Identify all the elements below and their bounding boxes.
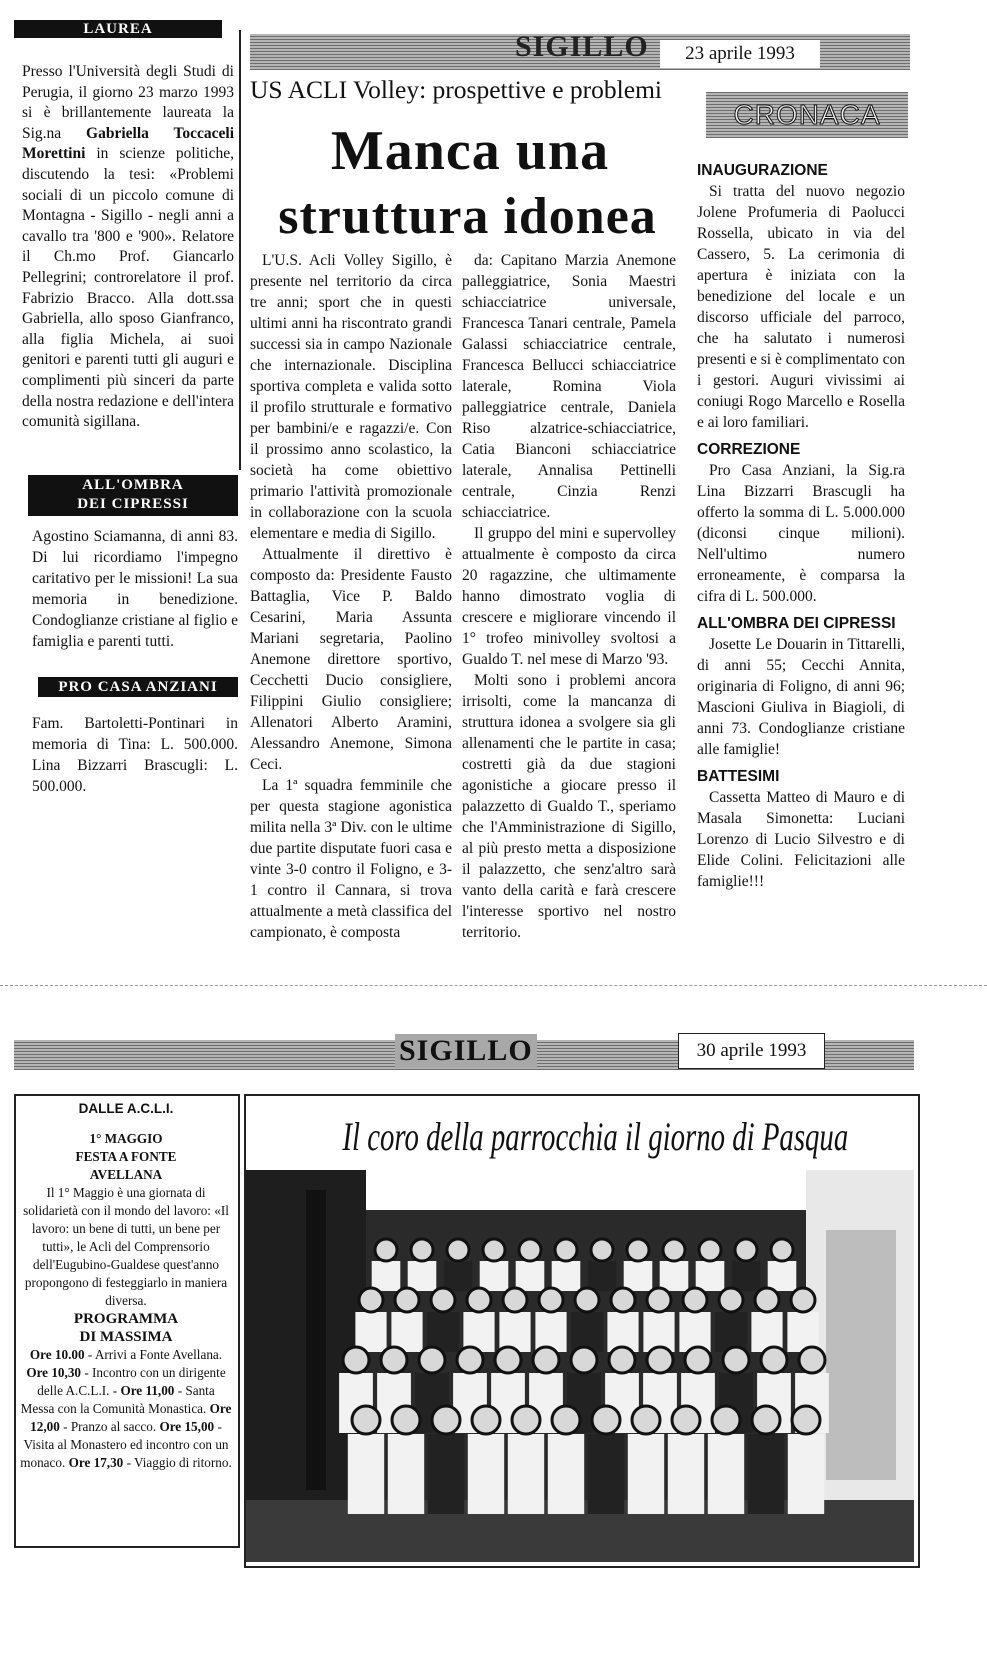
choir-member-body — [348, 1434, 384, 1514]
anziani-text: Fam. Bartoletti-Pontinari in memoria di Tina: L. 500.000. Lina Bizzarri Brascugli: L. 500.000. — [32, 715, 238, 795]
article-col1 — [250, 250, 452, 943]
choir-member-body — [535, 1312, 566, 1352]
choir-member-head — [592, 1406, 620, 1434]
choir-member-head — [495, 1347, 521, 1373]
right-column — [697, 160, 905, 892]
choir-member-head — [575, 1288, 599, 1312]
programma-list — [20, 1346, 232, 1472]
acli-title: DALLE A.C.L.I. — [78, 1101, 174, 1116]
choir-member-body — [552, 1261, 581, 1291]
choir-member-head — [555, 1239, 577, 1261]
choir-member-head — [519, 1239, 541, 1261]
acli-sub1: 1° MAGGIO — [89, 1131, 163, 1146]
headline-line1: Manca una — [330, 120, 610, 182]
choir-member-head — [672, 1406, 700, 1434]
article-col2 — [462, 250, 676, 943]
clipping-separator — [0, 985, 987, 986]
choir-member-head — [392, 1406, 420, 1434]
ombra-right-text: Josette Le Douarin in Tittarelli, di anni 55; Cecchi Annita, originaria di Foligno, di anni 96; Mascioni Giuliva in Biagioli, di anni 73. Condoglianze cristiane alle famiglie! — [697, 636, 905, 758]
correzione-text: Pro Casa Anziani, la Sig.ra Lina Bizzarri Brascugli ha offerto la somma di L. 5.000.000 (diconsi cinque milioni). Nell'ultimo numero erroneamente, è comparsa la cifra di L. 500.000. — [697, 462, 905, 605]
choir-member-head — [483, 1239, 505, 1261]
choir-member-head — [447, 1239, 469, 1261]
choir-member-head — [431, 1288, 455, 1312]
choir-member-head — [647, 1288, 671, 1312]
choir-member-head — [609, 1347, 635, 1373]
ombra-label-line1: ALL'OMBRA — [82, 477, 184, 493]
acli-sub2: FESTA A FONTE — [75, 1149, 177, 1164]
programma-time: Ore 12,00 — [30, 1401, 232, 1434]
article-col1-p1: L'U.S. Acli Volley Sigillo, è presente nel territorio da circa tre anni; sport che in questi ultimi anni ha riscontrato grandi successi sia in campo Nazionale che internazionale. Disciplina sportiva completa e valida sotto il profilo strutturale e formativo per bambini/e e ragazzi/e. Con il prossimo anno scolastico, la società ha come obiettivo primario l'attività promozionale in collaborazione con la scuola elementare e media di Sigillo. — [250, 252, 452, 542]
choir-member-head — [799, 1347, 825, 1373]
choir-member-head — [457, 1347, 483, 1373]
choir-member-body — [748, 1434, 784, 1514]
choir-member-head — [791, 1288, 815, 1312]
battesimi-text: Cassetta Matteo di Mauro e di Masala Simonetta: Luciani Lorenzo di Lucio Silvestro e di Elide Colini. Felicitazioni alle famiglie!!! — [697, 789, 905, 890]
choir-member-body — [499, 1312, 530, 1352]
programma-item-text: - Arrivi a Fonte Avellana. — [84, 1347, 223, 1362]
choir-member-body — [751, 1312, 782, 1352]
choir-member-head — [611, 1288, 635, 1312]
choir-member-head — [395, 1288, 419, 1312]
choir-member-head — [503, 1288, 527, 1312]
choir-member-body — [732, 1261, 761, 1291]
choir-member-body — [548, 1434, 584, 1514]
choir-member-body — [768, 1261, 797, 1291]
choir-member-body — [428, 1434, 464, 1514]
programma-item-text: - Viaggio di ritorno. — [123, 1455, 232, 1470]
laurea-label: LAUREA — [14, 20, 222, 38]
inaugurazione-text: Si tratta del nuovo negozio Jolene Profumeria di Paolucci Rossella, ubicato in via del Cassero, 5. La cerimonia di apertura è iniziata con la benedizione del locale e un discorso ufficiale del parroco, che ha salutato i numerosi presenti e si è complimentato con i gestori. Auguri vivissimi ai coniugi Rogo Marcello e Rosella e ai loro familiari. — [697, 183, 905, 431]
masthead-date-top: 23 aprile 1993 — [660, 40, 820, 68]
masthead-title-bottom: SIGILLO — [395, 1034, 537, 1068]
choir-member-head — [683, 1288, 707, 1312]
choir-member-head — [755, 1288, 779, 1312]
choir-member-body — [408, 1261, 437, 1291]
laurea-text-part2: in scienze politiche, discutendo la tesi: «Problemi sociali di un piccolo comune di Montagna - Sigillo - negli anni a cavallo tra '800 e '900». Relatore il Ch.mo Prof. Giancarlo Pellegrini; controrelatore il prof. Fabrizio Bracco. Alla dott.ssa Gabriella, allo sposo Gianfranco, alla figlia Michela, ai suoi genitori e parenti tutti gli auguri e complimenti più sinceri da parte della nostra redazione e dell'intera comunità sigillana. — [22, 145, 234, 431]
choir-member-head — [632, 1406, 660, 1434]
masthead-date-bottom: 30 aprile 1993 — [678, 1033, 825, 1069]
choir-member-head — [685, 1347, 711, 1373]
choir-member-head — [719, 1288, 743, 1312]
choir-member-head — [752, 1406, 780, 1434]
choir-member-head — [512, 1406, 540, 1434]
column-divider — [239, 30, 241, 470]
programma-time: Ore 11,00 — [120, 1383, 175, 1398]
choir-member-head — [591, 1239, 613, 1261]
choir-member-head — [343, 1347, 369, 1373]
programma-time: Ore 17,30 — [68, 1455, 124, 1470]
programma-item-text: - Visita al Monastero ed incontro con un monaco. — [20, 1419, 229, 1470]
choir-member-body — [668, 1434, 704, 1514]
battesimi-heading: BATTESIMI — [697, 768, 780, 785]
choir-member-head — [419, 1347, 445, 1373]
article-kicker: US ACLI Volley: prospettive e problemi — [250, 75, 662, 104]
choir-member-body — [788, 1434, 824, 1514]
article-col1-p3: La 1ª squadra femminile che per questa stagione agonistica milita nella 3ª Div. con le ultime due partite disputate fuori casa e vinte 3-0 contro il Foligno, e 3-1 contro il Cannara, si trova attualmente a metà classifica del campionato, è composta — [250, 777, 452, 941]
masthead-title-top: SIGILLO — [515, 30, 649, 63]
programma-item-text: - Pranzo al sacco. — [59, 1419, 160, 1434]
choir-member-body — [516, 1261, 545, 1291]
choir-member-head — [467, 1288, 491, 1312]
choir-member-head — [352, 1406, 380, 1434]
correzione-heading: CORREZIONE — [697, 441, 801, 458]
article-col2-p2: Il gruppo del mini e supervolley attualmente è composto da circa 20 ragazzine, che ultimamente hanno dimostrato voglia di crescere e migliorare vincendo il 1° trofeo minivolley svoltosi a Gualdo T. nel mese di Marzo '93. — [462, 525, 676, 668]
choir-member-body — [355, 1312, 386, 1352]
choir-member-head — [381, 1347, 407, 1373]
acli-content — [20, 1100, 232, 1472]
choir-member-body — [468, 1434, 504, 1514]
choir-member-head — [771, 1239, 793, 1261]
programma-item-text: - Incontro con un dirigente delle A.C.L.I. - — [37, 1365, 226, 1398]
choir-member-head — [411, 1239, 433, 1261]
choir-member-head — [552, 1406, 580, 1434]
acli-sub3: AVELLANA — [89, 1167, 163, 1182]
choir-member-head — [792, 1406, 820, 1434]
choir-member-body — [628, 1434, 664, 1514]
programma-title2: DI MASSIMA — [79, 1329, 173, 1345]
programma-title1: PROGRAMMA — [73, 1311, 179, 1327]
choir-member-head — [359, 1288, 383, 1312]
article-col2-p1: da: Capitano Marzia Anemone palleggiatrice, Sonia Maestri schiacciatrice universale, Francesca Tanari centrale, Pamela Galassi schiacciatrice centrale, Francesca Bellucci schiacciatrice laterale, Romina Viola palleggiatrice centrale, Daniela Riso alzatrice-schiacciatrice, Catia Bianconi schiacciatrice laterale, Annalisa Pettinelli centrale, Cinzia Renzi schiacciatrice. — [462, 252, 676, 521]
choir-member-head — [699, 1239, 721, 1261]
acli-text: Il 1° Maggio è una giornata di solidarietà con il mondo del lavoro: «Il lavoro: un bene di tutti, un bene per tutti», le Acli del Comprensorio dell'Eugubino-Gualdese quest'anno propongono di festeggiarlo in maniera diversa. — [23, 1185, 229, 1308]
choir-member-head — [472, 1406, 500, 1434]
choir-member-head — [761, 1347, 787, 1373]
headline-line2: struttura idonea — [278, 188, 657, 245]
choir-member-head — [533, 1347, 559, 1373]
laurea-text — [22, 62, 234, 433]
choir-member-body — [480, 1261, 509, 1291]
choir-member-head — [663, 1239, 685, 1261]
inaugurazione-heading: INAUGURAZIONE — [697, 162, 828, 179]
photo-caption: Il coro della parrocchia il giorno di Pasqua — [342, 1114, 849, 1159]
choir-member-head — [723, 1347, 749, 1373]
choir-member-head — [432, 1406, 460, 1434]
choir-member-body — [444, 1261, 473, 1291]
cronaca-label: CRONACA — [733, 99, 881, 130]
choir-member-head — [375, 1239, 397, 1261]
ombra-label-line2: DEI CIPRESSI — [77, 496, 189, 512]
programma-item-text: - Santa Messa con la Comunità Monastica. — [20, 1383, 215, 1416]
choir-member-body — [588, 1434, 624, 1514]
programma-time: Ore 15,00 — [159, 1419, 215, 1434]
choir-member-body — [708, 1434, 744, 1514]
laurea-name: Gabriella Toccaceli Morettini — [22, 124, 234, 163]
choir-member-head — [647, 1347, 673, 1373]
programma-time: Ore 10.00 — [29, 1347, 85, 1362]
anziani-label: PRO CASA ANZIANI — [38, 677, 238, 697]
choir-member-body — [372, 1261, 401, 1291]
article-col1-p2: Attualmente il direttivo è composto da: Presidente Fausto Battaglia, Vice P. Baldo Cesarini, Maria Assunta Mariani segretaria, Paolino Anemone direttore sportivo, Cecchetti Ducio consigliere, Filippini Giulio consigliere; Allenatori Alberto Aramini, Alessandro Anemone, Simona Ceci. — [250, 546, 452, 773]
ombra-label — [28, 475, 238, 516]
choir-member-body — [624, 1261, 653, 1291]
choir-member-head — [735, 1239, 757, 1261]
choir-member-head — [627, 1239, 649, 1261]
choir-member-body — [508, 1434, 544, 1514]
choir-member-head — [712, 1406, 740, 1434]
choir-member-body — [660, 1261, 689, 1291]
ombra-right-heading: ALL'OMBRA DEI CIPRESSI — [697, 615, 896, 632]
article-col2-p3: Molti sono i problemi ancora irrisolti, come la mancanza di struttura idonea a svolgere sia gli allenamenti che le partite in casa; costretti già da due stagioni agonistiche a giocare presso il palazzetto di Gualdo T., speriamo che l'Amministrazione di Sigillo, al più presto metta a disposizione il palazzetto, che senz'altro sarà vanto della carità e farà crescere l'interesse sportivo nel nostro territorio. — [462, 672, 676, 941]
choir-member-head — [539, 1288, 563, 1312]
choir-member-body — [588, 1261, 617, 1291]
choir-member-body — [696, 1261, 725, 1291]
choir-member-head — [571, 1347, 597, 1373]
laurea-text-part1: Presso l'Università degli Studi di Perugia, il giorno 23 marzo 1993 si è brillantemente laureata la Sig.na — [22, 63, 234, 142]
choir-member-body — [388, 1434, 424, 1514]
choir-photo — [246, 1170, 914, 1562]
ombra-text: Agostino Sciamanna, di anni 83. Di lui ricordiamo l'impegno caritativo per le missioni! La sua memoria in benedizione. Condoglianze cristiane al figlio e famiglia e parenti tutti. — [32, 528, 238, 650]
choir-member-body — [715, 1312, 746, 1352]
programma-time: Ore 10,30 — [26, 1365, 82, 1380]
